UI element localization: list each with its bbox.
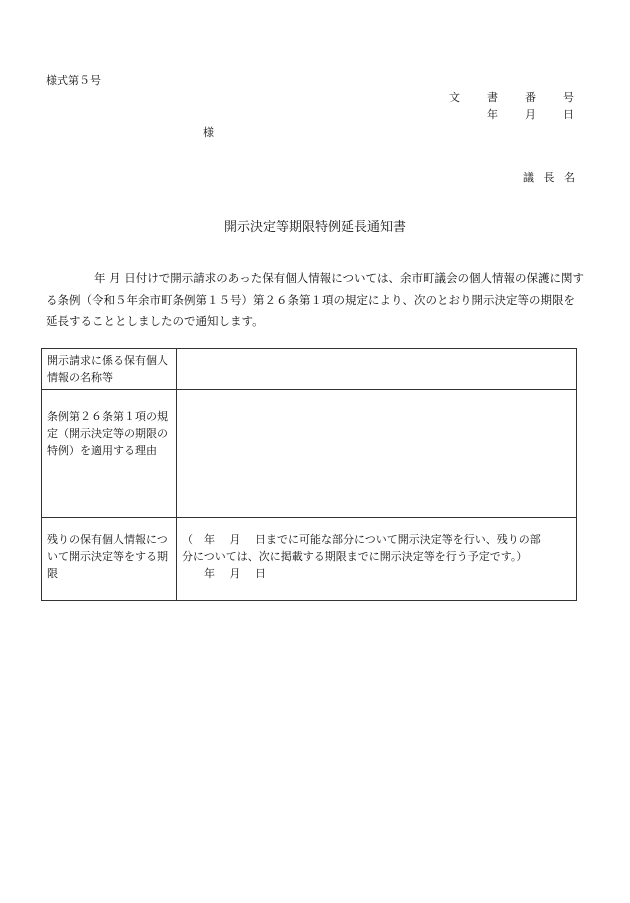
- deadline-line-2: 分については、次に掲載する期限までに開示決定等を行う予定です。）: [182, 550, 528, 563]
- row-value-info-name: [177, 349, 577, 390]
- row-value-deadline: [177, 518, 577, 601]
- deadline-line-3: 年 月 日: [204, 567, 266, 580]
- chairperson-name-label: 議 長 名: [523, 171, 578, 184]
- form-number: 様式第５号: [46, 74, 101, 87]
- document-title: 開示決定等期限特例延長通知書: [223, 220, 406, 235]
- notice-body-text: 年 月 日付けで開示請求のあった保有個人情報については、余市町議会の個人情報の保護に関する条例（令和５年余市町条例第１５号）第２６条第１項の規定により、次のとおり開示決定等の期限を延長することとしましたので通知します。: [46, 271, 584, 328]
- date-label: 年 月 日: [487, 108, 582, 121]
- row-label-deadline: 残りの保有個人情報について開示決定等をする期限: [42, 518, 177, 601]
- notice-table: [41, 348, 577, 601]
- document-number-label: 文 書 番 号: [449, 91, 582, 104]
- addressee-label: 様: [203, 126, 214, 139]
- table-row: [42, 518, 577, 601]
- row-value-reason: [177, 390, 577, 518]
- row-label-info-name: 開示請求に係る保有個人情報の名称等: [42, 349, 177, 390]
- table-row: [42, 390, 577, 518]
- row-label-reason: 条例第２６条第１項の規定（開示決定等の期限の特例）を適用する理由: [42, 390, 177, 518]
- table-row: [42, 349, 577, 390]
- deadline-line-1: （ 年 月 日までに可能な部分について開示決定等を行い、残りの部: [182, 533, 541, 546]
